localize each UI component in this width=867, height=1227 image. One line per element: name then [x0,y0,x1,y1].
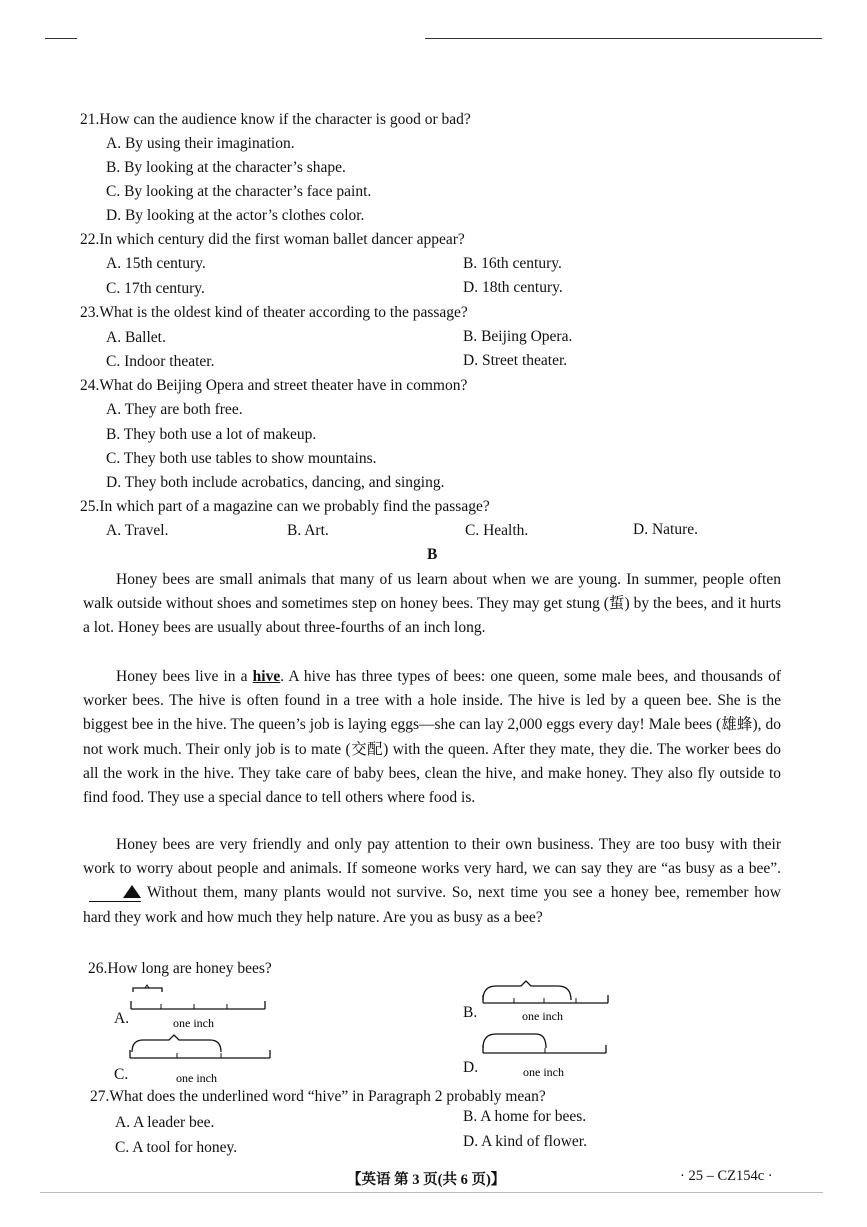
question-21: 21.How can the audience know if the character is good or bad? [80,111,471,128]
q27-option-a: A. A leader bee. [115,1114,215,1131]
p2-start: Honey bees live in a [116,668,253,685]
q27-option-c: C. A tool for honey. [115,1139,238,1156]
passage-paragraph-1: Honey bees are small animals that many of us learn about when we are young. In summer, people often walk outside without shoes and sometimes step on honey bees. They may get stung (蜇) by the bees, and it hurts a lot. Honey bees are usually about three-fourths of an inch long. [83,571,781,637]
diagram-b-ruler [478,978,618,1026]
q24-option-d: D. They both include acrobatics, dancing, and singing. [106,474,445,491]
q26-label-c: C. [114,1066,129,1083]
p3-end: Without them, many plants would not survive. So, next time you see a honey bee, remember how hard they work and how much they help nature. Are you as busy as a bee? [83,884,781,926]
q21-option-a: A. By using their imagination. [106,135,295,152]
section-b-heading: B [427,546,438,563]
exam-code: · 25 – CZ154c · [680,1168,773,1184]
q22-option-b: B. 16th century. [463,255,562,272]
diagram-d-ruler [478,1026,618,1080]
q25-option-c: C. Health. [465,522,529,539]
q26-label-d: D. [463,1059,479,1076]
diagram-a-ruler [125,984,275,1032]
q23-option-d: D. Street theater. [463,352,568,369]
question-23: 23.What is the oldest kind of theater according to the passage? [80,304,468,321]
q27-option-d: D. A kind of flower. [463,1133,587,1150]
passage-paragraph-2 [83,665,781,810]
answer-blank [89,885,141,902]
q22-option-c: C. 17th century. [106,280,205,297]
q24-option-b: B. They both use a lot of makeup. [106,426,317,443]
q23-option-a: A. Ballet. [106,329,166,346]
top-rule-left [45,38,77,39]
bottom-rule [40,1192,823,1193]
q25-option-b: B. Art. [287,522,329,539]
q22-option-d: D. 18th century. [463,279,563,296]
question-24: 24.What do Beijing Opera and street theater have in common? [80,377,468,394]
p3-start: Honey bees are very friendly and only pay attention to their own business. They are too busy with their work to worry about people and animals. If someone works very hard, we can say they are “as busy as a bee”. [83,836,781,878]
q25-option-a: A. Travel. [106,522,169,539]
question-25: 25.In which part of a magazine can we probably find the passage? [80,498,490,515]
question-22: 22.In which century did the first woman ballet dancer appear? [80,231,465,248]
page-number-footer: 【英语 第 3 页(共 6 页)】 [347,1172,506,1188]
q27-option-b: B. A home for bees. [463,1108,587,1125]
diagram-d-scale-label: one inch [523,1065,564,1079]
top-rule-right [425,38,822,39]
q26-label-a: A. [114,1010,130,1027]
diagram-c-ruler [125,1030,275,1086]
p2-rest: . A hive has three types of bees: one queen, some male bees, and thousands of worker bees. The hive is often found in a tree with a hole inside. The hive is led by a queen bee. She is the biggest bee in the hive. The queen’s job is laying eggs—she can lay 2,000 eggs every day! Male bees (雄蜂), do not work much. Their only job is to mate (交配) with the queen. After they mate, they die. The worker bees do all the work in the hive. They take care of baby bees, clean the hive, and make honey. They also fly outside to find food. They use a special dance to tell others where food is. [83,668,781,807]
q24-option-a: A. They are both free. [106,401,243,418]
question-26: 26.How long are honey bees? [88,960,272,977]
q21-option-c: C. By looking at the character’s face paint. [106,183,372,200]
q23-option-b: B. Beijing Opera. [463,328,573,345]
q22-option-a: A. 15th century. [106,255,206,272]
triangle-icon [123,885,141,898]
q23-option-c: C. Indoor theater. [106,353,215,370]
diagram-c-scale-label: one inch [176,1071,217,1085]
q21-option-b: B. By looking at the character’s shape. [106,159,346,176]
diagram-b-scale-label: one inch [522,1009,563,1023]
q25-option-d: D. Nature. [633,521,698,538]
passage-paragraph-3 [83,833,781,930]
hive-underlined-word: hive [252,668,281,685]
q24-option-c: C. They both use tables to show mountains. [106,450,377,467]
q26-label-b: B. [463,1004,478,1021]
question-27: 27.What does the underlined word “hive” in Paragraph 2 probably mean? [90,1088,546,1105]
diagram-a-scale-label: one inch [173,1016,214,1030]
q21-option-d: D. By looking at the actor’s clothes color. [106,207,365,224]
